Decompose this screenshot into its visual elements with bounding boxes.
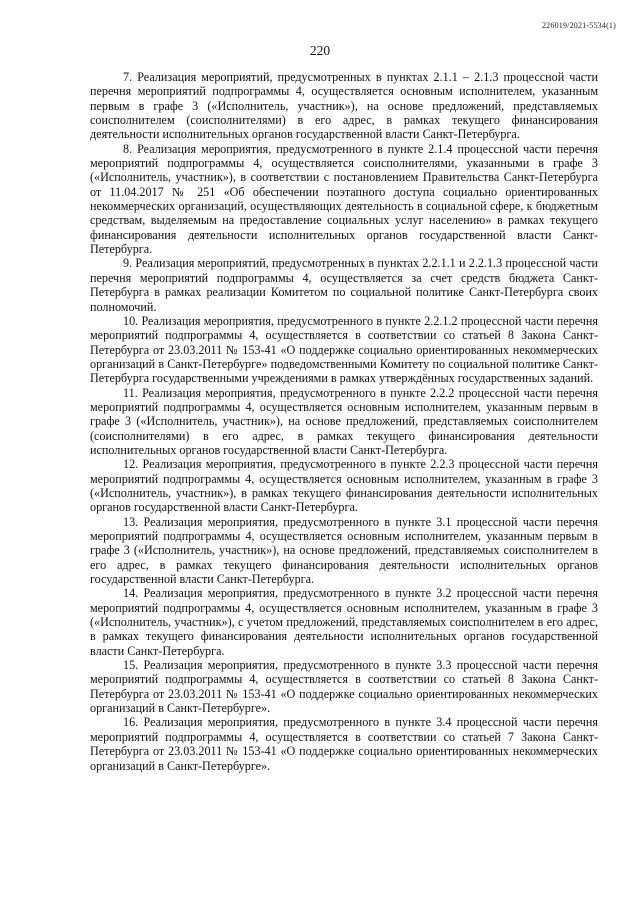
paragraph-8: 8. Реализация мероприятия, предусмотренного в пункте 2.1.4 процессной части перечня мероприятий подпрограммы 4, осуществляется соисполнителями, указанными в графе 3 («Исполнитель, участник»), в соответствии с постановлением Правительства Санкт-Петербурга от 11.04.2017 № 251 «Об обеспечении поэтапного доступа социально ориентированных некоммерческих организаций, осуществляющих деятельность в социальной сфере, к бюджетным средствам, выделяемым на предоставление социальных услуг населению» в рамках текущего финансирования деятельности исполнительных органов государственной власти Санкт-Петербурга. — [90, 141, 598, 257]
paragraph-15: 15. Реализация мероприятия, предусмотренного в пункте 3.3 процессной части перечня мероприятий подпрограммы 4, осуществляется в соответствии со статьей 8 Закона Санкт-Петербурга от 23.03.2011 № 153-41 «О поддержке социально ориентированных некоммерческих организаций в Санкт-Петербурге». — [90, 658, 598, 716]
paragraph-7: 7. Реализация мероприятий, предусмотренных в пунктах 2.1.1 – 2.1.3 процессной части перечня мероприятий подпрограммы 4, осуществляется основным исполнителем, указанным первым в графе 3 («Исполнитель, участник»), на основе предложений, представляемых соисполнителем (соисполнителями) в его адрес, в рамках текущего финансирования деятельности исполнительных органов государственной власти Санкт-Петербурга. — [90, 70, 598, 142]
document-id: 226019/2021-5534(1) — [541, 21, 616, 30]
page-number: 220 — [309, 43, 331, 58]
paragraph-11: 11. Реализация мероприятия, предусмотренного в пункте 2.2.2 процессной части перечня мероприятий подпрограммы 4, осуществляется основным исполнителем, указанным первым в графе 3 («Исполнитель, участник»), на основе предложений, представляемых соисполнителем (соисполнителями) в его адрес, в рамках текущего финансирования деятельности исполнительных органов государственной власти Санкт-Петербурга. — [90, 385, 598, 457]
paragraph-10: 10. Реализация мероприятия, предусмотренного в пункте 2.2.1.2 процессной части перечня мероприятий подпрограммы 4, осуществляется в соответствии со статьей 8 Закона Санкт-Петербурга от 23.03.2011 № 153-41 «О поддержке социально ориентированных некоммерческих организаций в Санкт-Петербурге» подведомственными Комитету по социальной политике Санкт-Петербурга государственными учреждениями в рамках утверждённых государственных заданий. — [90, 313, 598, 386]
paragraph-14: 14. Реализация мероприятия, предусмотренного в пункте 3.2 процессной части перечня мероприятий подпрограммы 4, осуществляется основным исполнителем, указанным в графе 3 («Исполнитель, участник»), с учетом предложений, представляемых соисполнителем в его адрес, в рамках текущего финансирования деятельности исполнительных органов государственной власти Санкт-Петербурга. — [90, 586, 598, 658]
paragraph-9: 9. Реализация мероприятий, предусмотренных в пунктах 2.2.1.1 и 2.2.1.3 процессной части перечня мероприятий подпрограммы 4, осуществляется за счет средств бюджета Санкт-Петербурга в рамках реализации Комитетом по социальной политике Санкт-Петербурга своих полномочий. — [90, 256, 598, 314]
document-body — [90, 70, 598, 773]
paragraph-16: 16. Реализация мероприятия, предусмотренного в пункте 3.4 процессной части перечня мероприятий подпрограммы 4, осуществляется в соответствии со статьей 7 Закона Санкт-Петербурга от 23.03.2011 № 153-41 «О поддержке социально ориентированных некоммерческих организаций в Санкт-Петербурге». — [90, 715, 598, 773]
paragraph-13: 13. Реализация мероприятия, предусмотренного в пункте 3.1 процессной части перечня мероприятий подпрограммы 4, осуществляется основным исполнителем, указанным первым в графе 3 («Исполнитель, участник»), на основе предложений, представляемых соисполнителем в его адрес, в рамках текущего финансирования деятельности исполнительных органов государственной власти Санкт-Петербурга. — [90, 514, 598, 587]
paragraph-12: 12. Реализация мероприятия, предусмотренного в пункте 2.2.3 процессной части перечня мероприятий подпрограммы 4, осуществляется основным исполнителем, указанным в графе 3 («Исполнитель, участник»), в рамках текущего финансирования деятельности исполнительных органов государственной власти Санкт-Петербурга. — [90, 457, 598, 515]
